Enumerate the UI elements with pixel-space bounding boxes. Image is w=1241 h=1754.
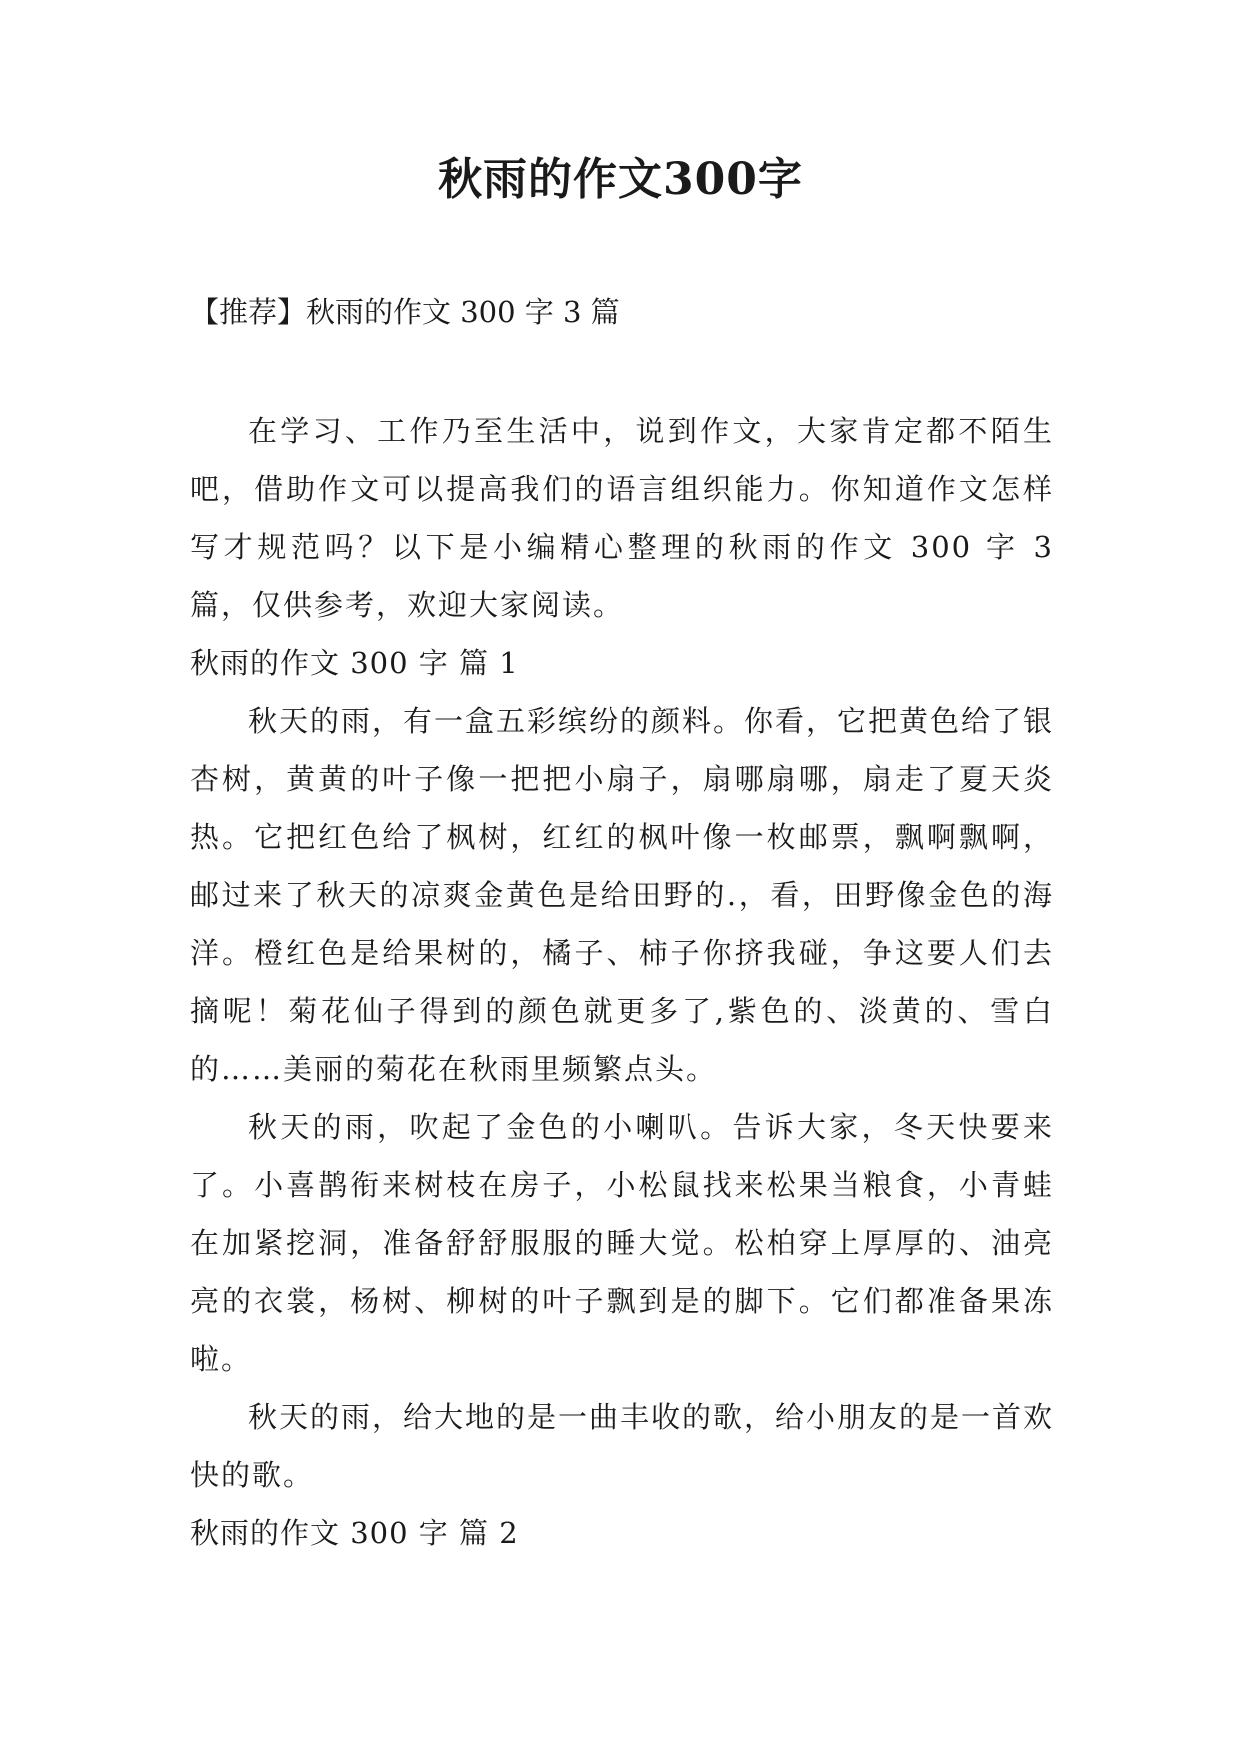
section1-paragraph-3: 秋天的雨，给大地的是一曲丰收的歌，给小朋友的是一首欢快的歌。 [190, 1400, 1055, 1492]
document-subtitle: 【推荐】秋雨的作文 300 字 3 篇 [190, 295, 620, 329]
intro-paragraph: 在学习、工作乃至生活中，说到作文，大家肯定都不陌生吧，借助作文可以提高我们的语言组织能力。你知道作文怎样写才规范吗？以下是小编精心整理的秋雨的作文 300 字 3 篇，仅供参考，欢迎大家阅读。 [190, 414, 1054, 622]
section1-paragraph-2: 秋天的雨，吹起了金色的小喇叭。告诉大家，冬天快要来了。小喜鹊衔来树枝在房子，小松鼠找来松果当粮食，小青蛙在加紧挖洞，准备舒舒服服的睡大觉。松柏穿上厚厚的、油亮亮的衣裳，杨树、柳树的叶子飘到是的脚下。它们都准备果冻啦。 [190, 1110, 1054, 1376]
document-body [190, 402, 1054, 1562]
section-heading-2: 秋雨的作文 300 字 篇 2 [190, 1516, 519, 1550]
section-heading-1: 秋雨的作文 300 字 篇 1 [190, 646, 519, 680]
document-title: 秋雨的作文300字 [438, 154, 803, 205]
section1-paragraph-1: 秋天的雨，有一盒五彩缤纷的颜料。你看，它把黄色给了银杏树，黄黄的叶子像一把把小扇子，扇哪扇哪，扇走了夏天炎热。它把红色给了枫树，红红的枫叶像一枚邮票，飘啊飘啊，邮过来了秋天的凉爽金黄色是给田野的.，看，田野像金色的海洋。橙红色是给果树的，橘子、柿子你挤我碰，争这要人们去摘呢！菊花仙子得到的颜色就更多了,紫色的、淡黄的、雪白的……美丽的菊花在秋雨里频繁点头。 [190, 704, 1055, 1086]
